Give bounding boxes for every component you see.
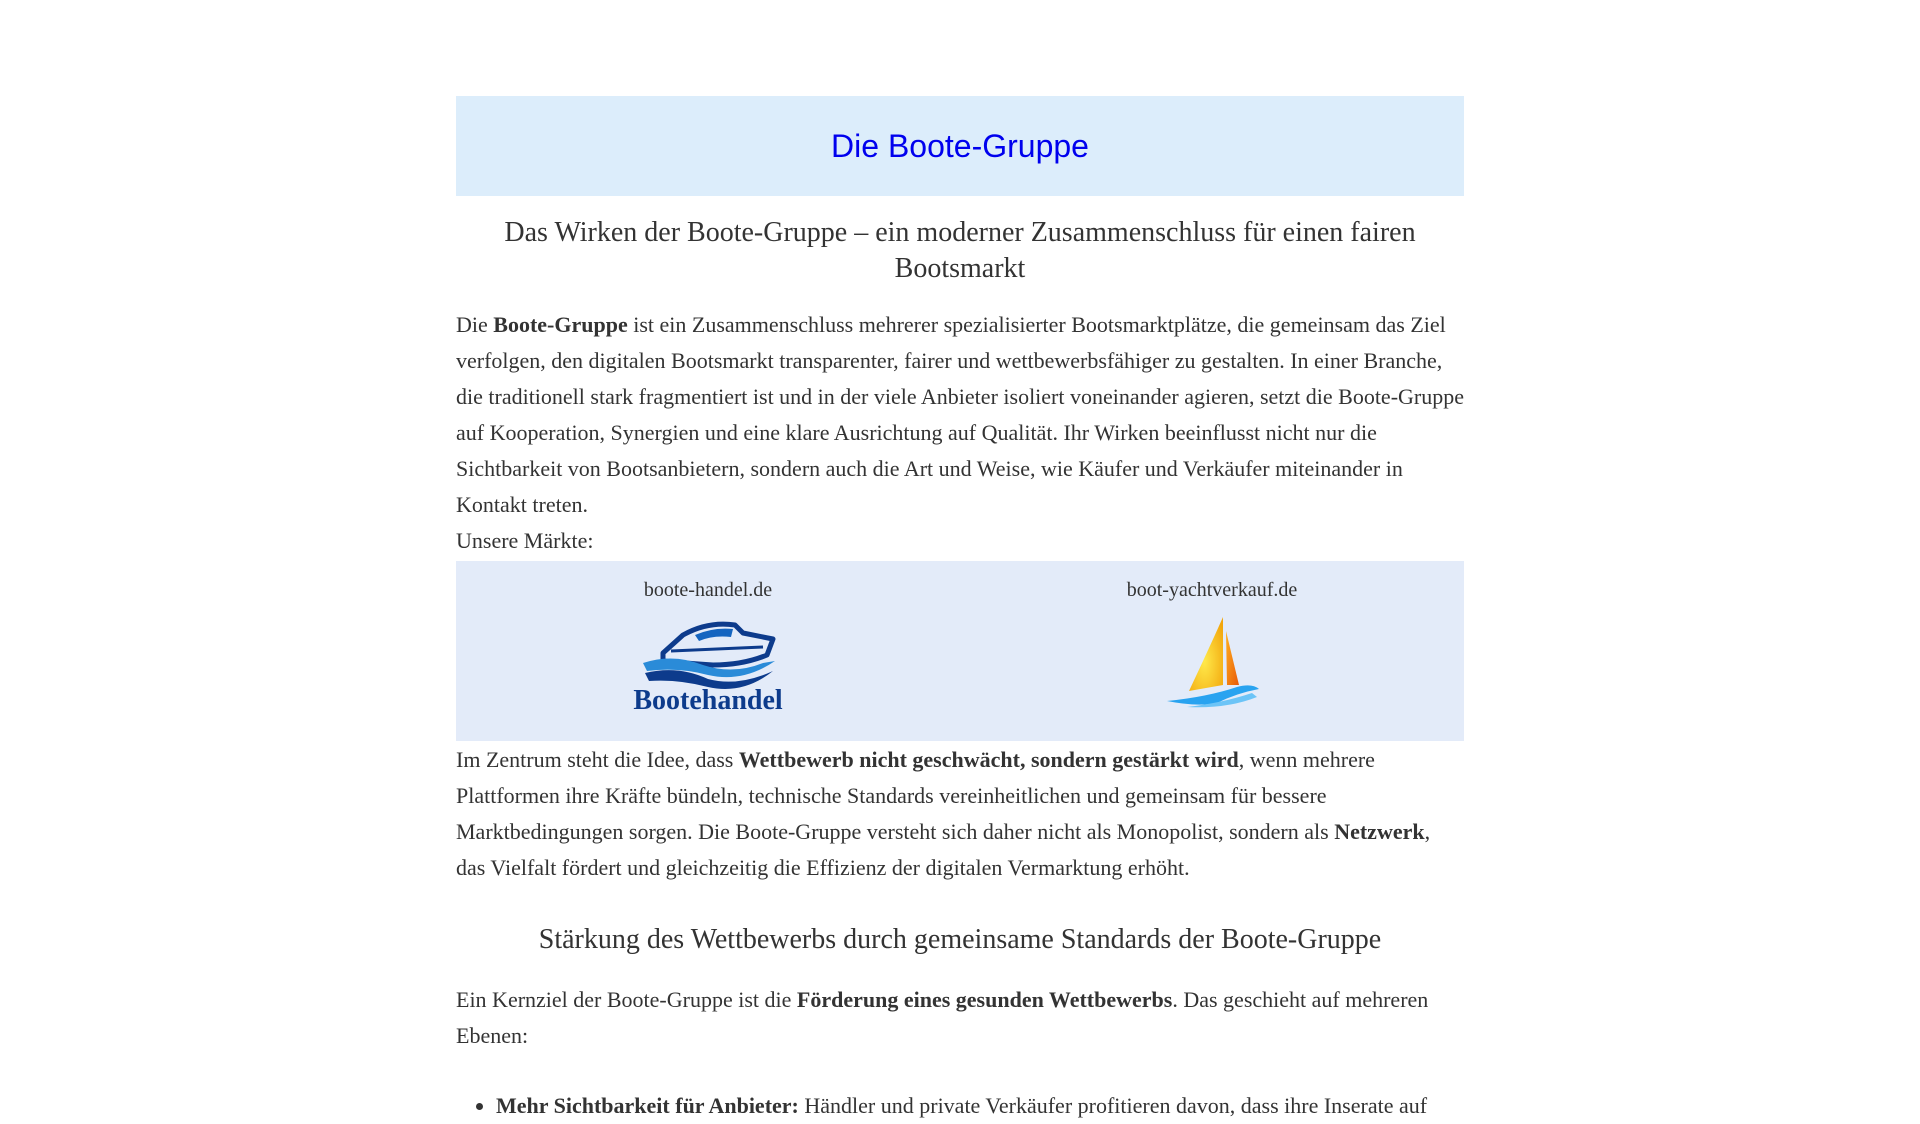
competition-heading: Stärkung des Wettbewerbs durch gemeinsame Standards der Boote-Gruppe [538,924,1382,955]
network-paragraph [456,742,1464,886]
list-item [496,1088,1464,1124]
markets-label: Unsere Märkte: [456,528,594,553]
sailboat-logo-icon[interactable] [1127,613,1297,713]
network-text-pre: Im Zentrum steht die Idee, dass [456,747,739,772]
competition-paragraph [456,982,1464,1054]
market-link-boot-yachtverkauf[interactable]: boot-yachtverkauf.de [1126,579,1298,601]
intro-heading: Das Wirken der Boote-Gruppe – ein moderner Zusammenschluss für einen fairen Bootsmarkt [504,217,1416,284]
page-container [456,0,1464,1124]
competition-text-pre: Ein Kernziel der Boote-Gruppe ist die [456,987,797,1012]
market-boot-yachtverkauf[interactable] [960,561,1464,741]
intro-bold-boote-gruppe: Boote-Gruppe [493,312,628,337]
intro-text-pre: Die [456,312,494,337]
network-text-post: , das Vielfalt fördert und gleichzeitig die Effizienz der digitalen Vermarktung erhöht. [456,819,1431,880]
markets-panel [456,561,1464,741]
motorboat-logo-icon[interactable] [623,613,793,716]
intro-text-post: ist ein Zusammenschluss mehrerer spezialisierter Bootsmarktplätze, die gemeinsam das Ziel verfolgen, den digitalen Bootsmarkt transparenter, fairer und wettbewerbsfähiger zu gestalten. In einer Branche, die traditionell stark fragmentiert ist und in der viele Anbieter isoliert voneinander agieren, setzt die Boote-Gruppe auf Kooperation, Synergien und eine klare Ausrichtung auf Qualität. Ihr Wirken beeinflusst nicht nur die Sichtbarkeit von Bootsanbietern, sondern auch die Art und Weise, wie Käufer und Verkäufer miteinander in Kontakt treten. [456,312,1465,517]
intro-paragraph [456,307,1464,523]
site-header [456,96,1464,196]
site-title: Die Boote-Gruppe [831,128,1089,164]
competition-bold: Förderung eines gesunden Wettbewerbs [796,987,1173,1012]
competition-text-post: . Das geschieht auf mehreren Ebenen: [456,987,1429,1048]
bootehandel-logo-text: Bootehandel [633,685,783,716]
competition-levels-list [456,1088,1464,1124]
market-boote-handel[interactable] [456,561,960,741]
network-bold-wettbewerb: Wettbewerb nicht geschwächt, sondern gestärkt wird [738,747,1239,772]
network-text-mid: , wenn mehrere Plattformen ihre Kräfte bündeln, technische Standards vereinheitlichen und gemeinsam für bessere Marktbedingungen sorgen. Die Boote-Gruppe versteht sich daher nicht als Monopolist, sondern als [456,747,1375,844]
list-item-text: Händler und private Verkäufer profitieren davon, dass ihre Inserate auf [798,1093,1428,1118]
network-bold-netzwerk: Netzwerk [1334,819,1425,844]
market-link-boote-handel[interactable]: boote-handel.de [643,579,773,601]
list-item-bold: Mehr Sichtbarkeit für Anbieter: [496,1093,799,1118]
